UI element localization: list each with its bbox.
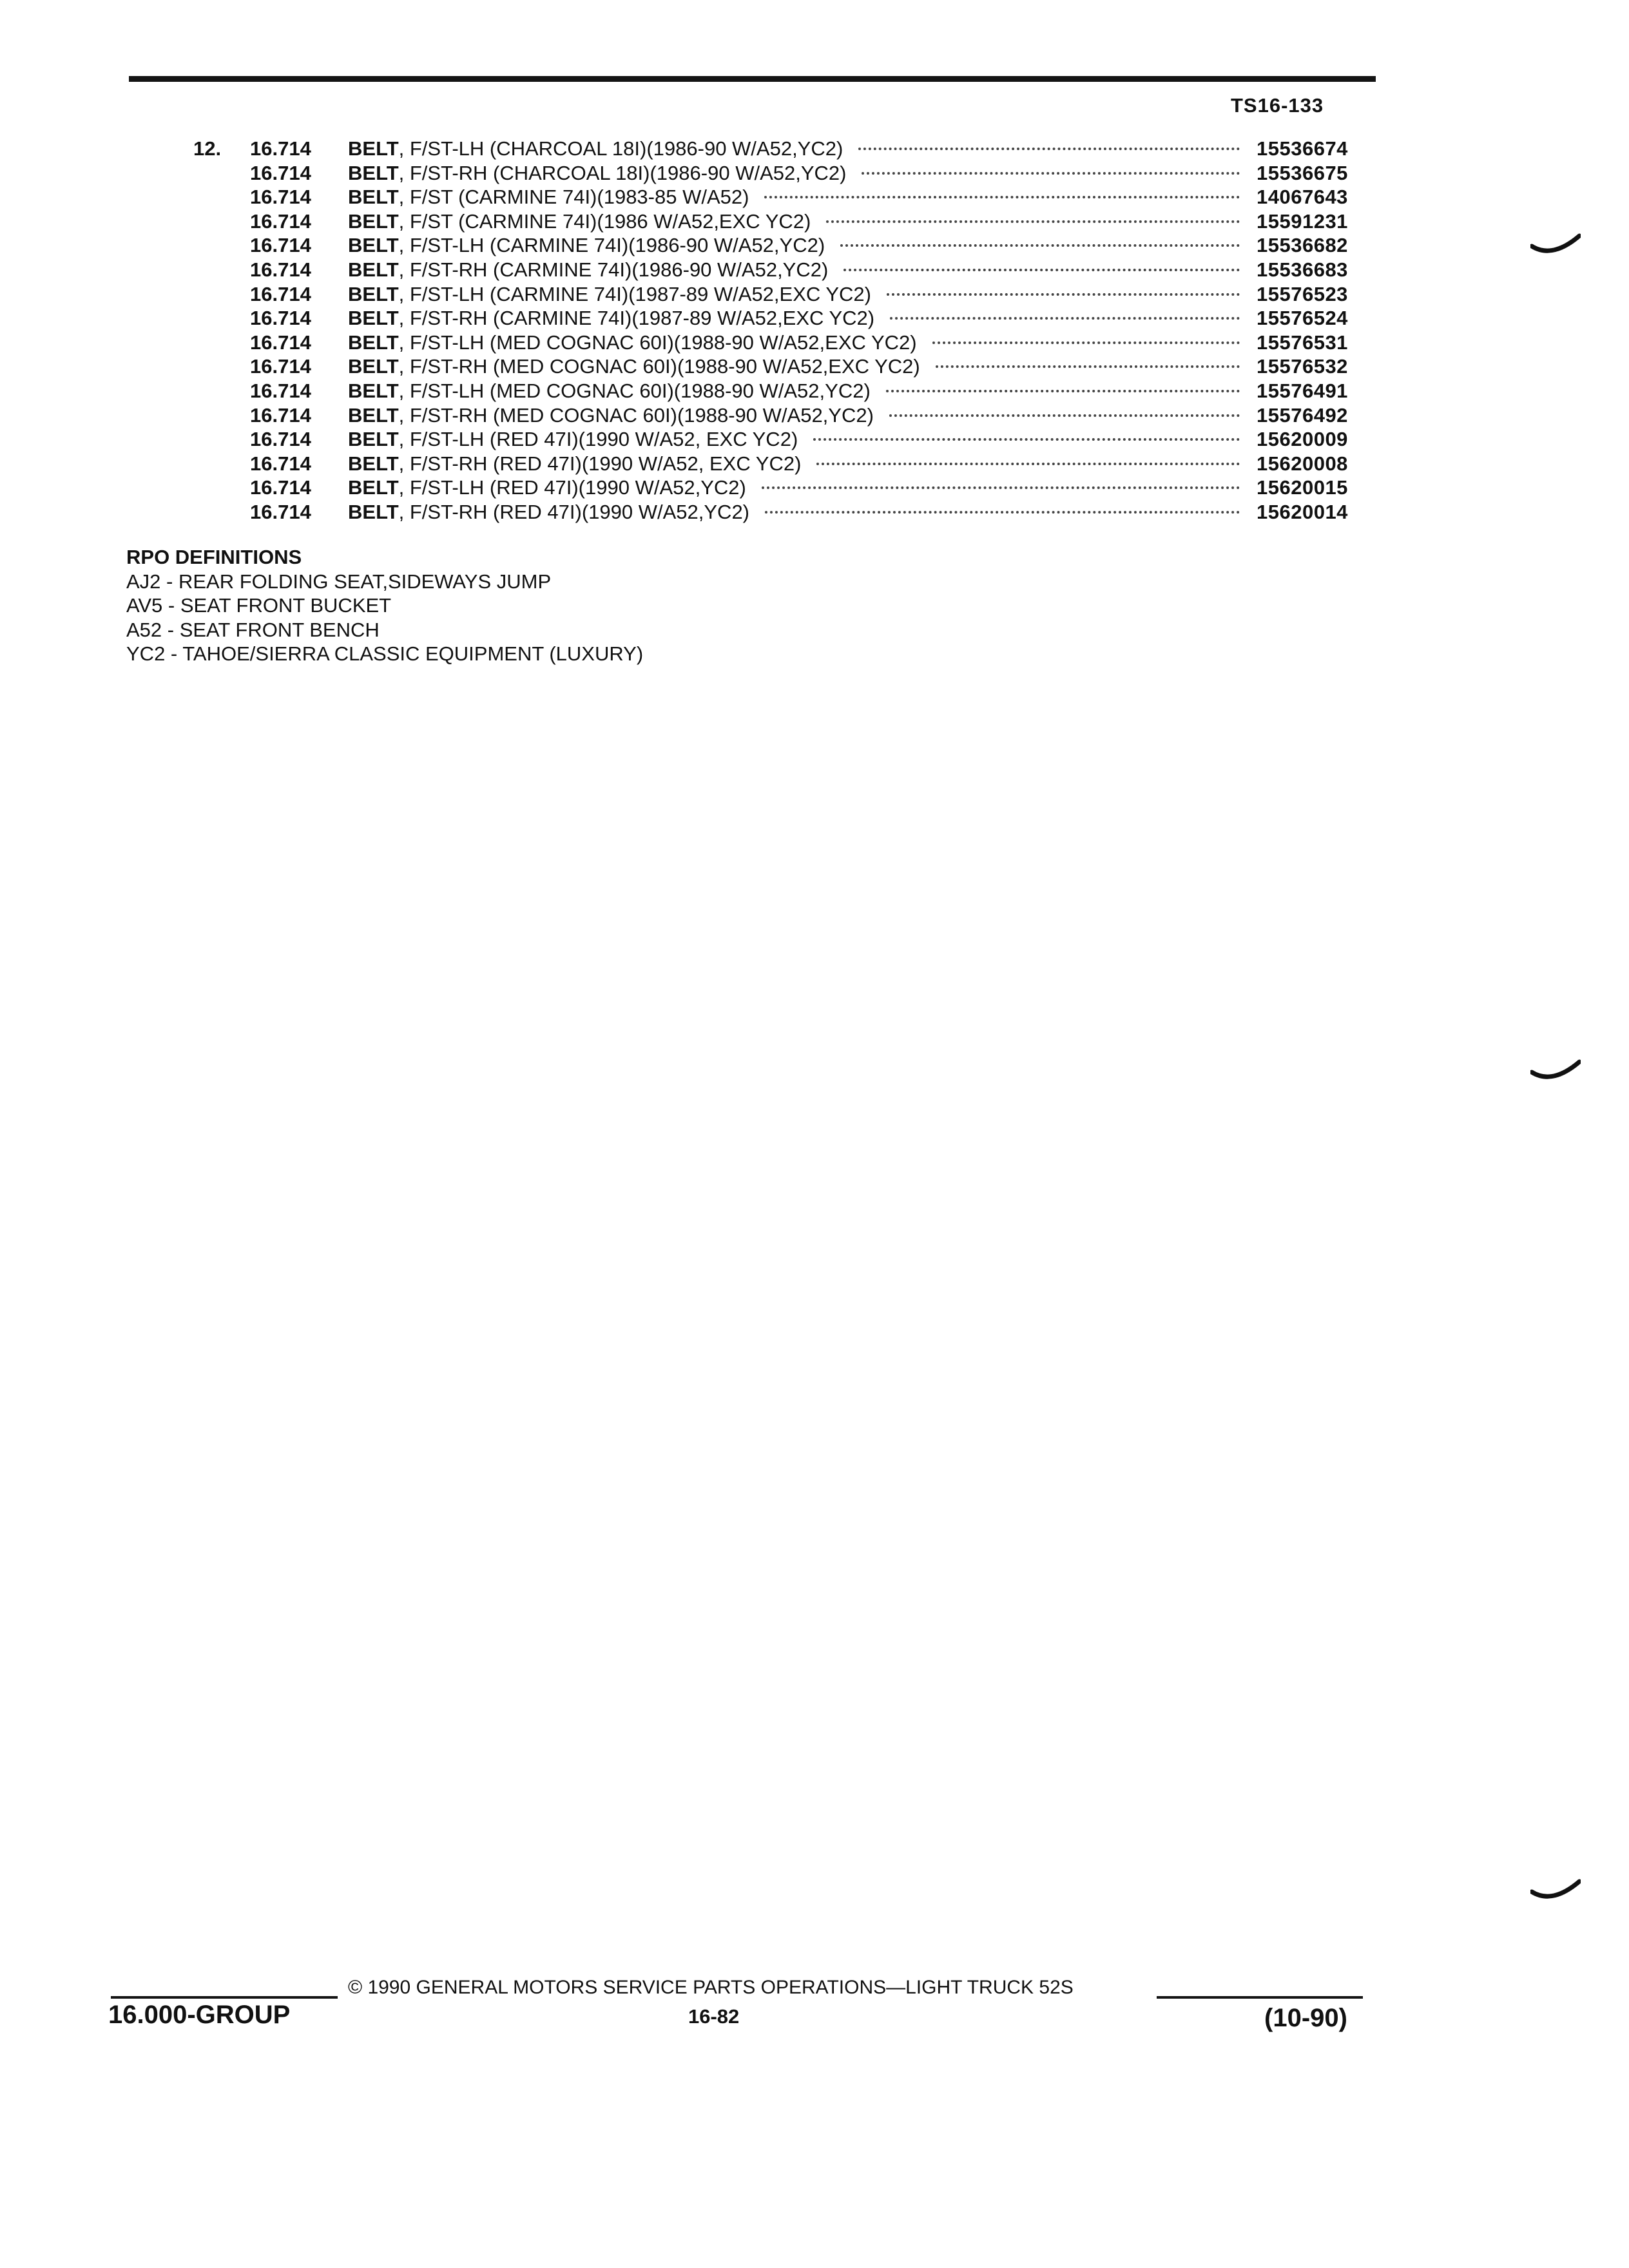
rpo-item-a52: A52 - SEAT FRONT BENCH — [126, 618, 380, 641]
dot-leader — [765, 511, 1240, 514]
part-detail: , F/ST-LH (CARMINE 74I)(1987-89 W/A52,EXC YC2) — [398, 282, 871, 305]
footer-date: (10-90) — [1264, 2004, 1347, 2032]
parts-row — [0, 185, 1629, 209]
part-detail: , F/ST-LH (CARMINE 74I)(1986-90 W/A52,YC2) — [398, 234, 825, 257]
part-description — [348, 161, 1249, 186]
dot-leader — [816, 463, 1240, 465]
part-name: BELT — [348, 428, 399, 451]
group-number: 16.714 — [250, 186, 311, 209]
part-detail: , F/ST-RH (CARMINE 74I)(1987-89 W/A52,EXC YC2) — [398, 307, 875, 330]
parts-row — [0, 331, 1629, 355]
parts-row — [0, 161, 1629, 186]
parts-row — [0, 282, 1629, 307]
rpo-heading: RPO DEFINITIONS — [126, 546, 302, 568]
group-number: 16.714 — [250, 452, 311, 475]
part-number: 15620009 — [1257, 428, 1348, 451]
parts-row — [0, 403, 1629, 428]
part-detail: , F/ST-RH (MED COGNAC 60I)(1988-90 W/A52,YC2) — [398, 403, 874, 427]
parts-row — [0, 258, 1629, 282]
part-name: BELT — [348, 331, 399, 354]
part-number: 15576492 — [1257, 403, 1348, 427]
group-number: 16.714 — [250, 379, 311, 402]
rpo-item-yc2: YC2 - TAHOE/SIERRA CLASSIC EQUIPMENT (LUXURY) — [126, 642, 644, 665]
part-name: BELT — [348, 258, 399, 281]
part-number: 15536683 — [1257, 258, 1348, 281]
group-number: 16.714 — [250, 137, 311, 160]
part-name: BELT — [348, 234, 399, 257]
part-name: BELT — [348, 137, 399, 160]
group-number: 16.714 — [250, 234, 311, 257]
group-number: 16.714 — [250, 500, 311, 523]
rpo-definitions — [126, 545, 643, 666]
part-description — [348, 233, 1249, 258]
part-number: 15576531 — [1257, 331, 1348, 354]
part-detail: , F/ST-RH (CHARCOAL 18I)(1986-90 W/A52,YC2) — [398, 161, 847, 184]
parts-row — [0, 306, 1629, 331]
parts-row — [0, 476, 1629, 500]
part-description — [348, 403, 1249, 428]
part-detail: , F/ST-LH (RED 47I)(1990 W/A52, EXC YC2) — [398, 428, 798, 451]
top-rule — [129, 76, 1376, 82]
part-number: 15591231 — [1257, 209, 1348, 233]
group-number: 16.714 — [250, 403, 311, 427]
dot-leader — [762, 486, 1240, 489]
part-name: BELT — [348, 282, 399, 305]
footer-copyright: © 1990 GENERAL MOTORS SERVICE PARTS OPERATIONS—LIGHT TRUCK 52S — [348, 1977, 1074, 1998]
parts-row — [0, 354, 1629, 379]
group-number: 16.714 — [250, 476, 311, 499]
parts-row — [0, 137, 1629, 161]
part-name: BELT — [348, 379, 399, 402]
dot-leader — [887, 293, 1240, 296]
part-number: 15620015 — [1257, 476, 1348, 499]
item-number: 12. — [193, 137, 222, 160]
dot-leader — [843, 269, 1240, 271]
group-number: 16.714 — [250, 209, 311, 233]
part-description — [348, 452, 1249, 476]
part-number: 15576532 — [1257, 355, 1348, 378]
part-name: BELT — [348, 161, 399, 184]
part-name: BELT — [348, 500, 399, 523]
dot-leader — [840, 244, 1240, 247]
part-detail: , F/ST-RH (CARMINE 74I)(1986-90 W/A52,YC2) — [398, 258, 829, 281]
group-number: 16.714 — [250, 331, 311, 354]
part-number: 15576523 — [1257, 282, 1348, 305]
footer-right-rule — [1157, 1996, 1363, 1999]
part-description — [348, 427, 1249, 452]
document-code: TS16-133 — [1231, 94, 1324, 117]
part-detail: , F/ST-RH (MED COGNAC 60I)(1988-90 W/A52,EXC YC2) — [398, 355, 920, 378]
part-number: 15536674 — [1257, 137, 1348, 160]
rpo-item-aj2: AJ2 - REAR FOLDING SEAT,SIDEWAYS JUMP — [126, 570, 552, 593]
part-description — [348, 306, 1249, 331]
part-number: 15620008 — [1257, 452, 1348, 475]
part-detail: , F/ST-LH (CHARCOAL 18I)(1986-90 W/A52,YC2) — [398, 137, 843, 160]
part-detail: , F/ST-RH (RED 47I)(1990 W/A52,YC2) — [398, 500, 750, 523]
binder-hole-mark-bottom — [1530, 1878, 1581, 1903]
group-number: 16.714 — [250, 428, 311, 451]
parts-row — [0, 427, 1629, 452]
dot-leader — [813, 438, 1240, 441]
part-name: BELT — [348, 476, 399, 499]
group-number: 16.714 — [250, 282, 311, 305]
group-number: 16.714 — [250, 258, 311, 281]
dot-leader — [764, 196, 1240, 198]
parts-row — [0, 233, 1629, 258]
binder-hole-mark-top — [1530, 232, 1581, 258]
part-name: BELT — [348, 307, 399, 330]
footer-left-rule — [111, 1996, 338, 1999]
part-detail: , F/ST-RH (RED 47I)(1990 W/A52, EXC YC2) — [398, 452, 802, 475]
part-description — [348, 282, 1249, 307]
group-number: 16.714 — [250, 355, 311, 378]
part-number: 15576491 — [1257, 379, 1348, 402]
parts-list — [0, 137, 1629, 524]
part-detail: , F/ST (CARMINE 74I)(1983-85 W/A52) — [398, 186, 749, 209]
dot-leader — [889, 414, 1240, 417]
part-description — [348, 209, 1249, 234]
part-number: 15536675 — [1257, 161, 1348, 184]
dot-leader — [890, 317, 1240, 320]
dot-leader — [932, 341, 1240, 344]
part-description — [348, 379, 1249, 403]
part-description — [348, 500, 1249, 524]
part-description — [348, 331, 1249, 355]
part-number: 14067643 — [1257, 186, 1348, 209]
part-description — [348, 137, 1249, 161]
part-name: BELT — [348, 209, 399, 233]
parts-row — [0, 452, 1629, 476]
dot-leader — [886, 390, 1240, 392]
part-number: 15536682 — [1257, 234, 1348, 257]
footer-group: 16.000-GROUP — [108, 2001, 291, 2029]
binder-hole-mark-middle — [1530, 1058, 1581, 1084]
group-number: 16.714 — [250, 161, 311, 184]
part-number: 15620014 — [1257, 500, 1348, 523]
parts-row — [0, 209, 1629, 234]
part-name: BELT — [348, 403, 399, 427]
parts-row — [0, 379, 1629, 403]
part-detail: , F/ST (CARMINE 74I)(1986 W/A52,EXC YC2) — [398, 209, 811, 233]
part-name: BELT — [348, 186, 399, 209]
group-number: 16.714 — [250, 307, 311, 330]
part-description — [348, 476, 1249, 500]
part-number: 15576524 — [1257, 307, 1348, 330]
part-name: BELT — [348, 355, 399, 378]
footer-page-number: 16-82 — [688, 2005, 740, 2028]
part-detail: , F/ST-LH (MED COGNAC 60I)(1988-90 W/A52,YC2) — [398, 379, 871, 402]
parts-row — [0, 500, 1629, 524]
dot-leader — [858, 148, 1240, 150]
part-description — [348, 185, 1249, 209]
part-description — [348, 354, 1249, 379]
dot-leader — [862, 172, 1240, 175]
dot-leader — [936, 365, 1240, 368]
rpo-item-av5: AV5 - SEAT FRONT BUCKET — [126, 594, 392, 617]
part-description — [348, 258, 1249, 282]
part-detail: , F/ST-LH (RED 47I)(1990 W/A52,YC2) — [398, 476, 746, 499]
part-name: BELT — [348, 452, 399, 475]
dot-leader — [826, 220, 1240, 223]
part-detail: , F/ST-LH (MED COGNAC 60I)(1988-90 W/A52,EXC YC2) — [398, 331, 917, 354]
